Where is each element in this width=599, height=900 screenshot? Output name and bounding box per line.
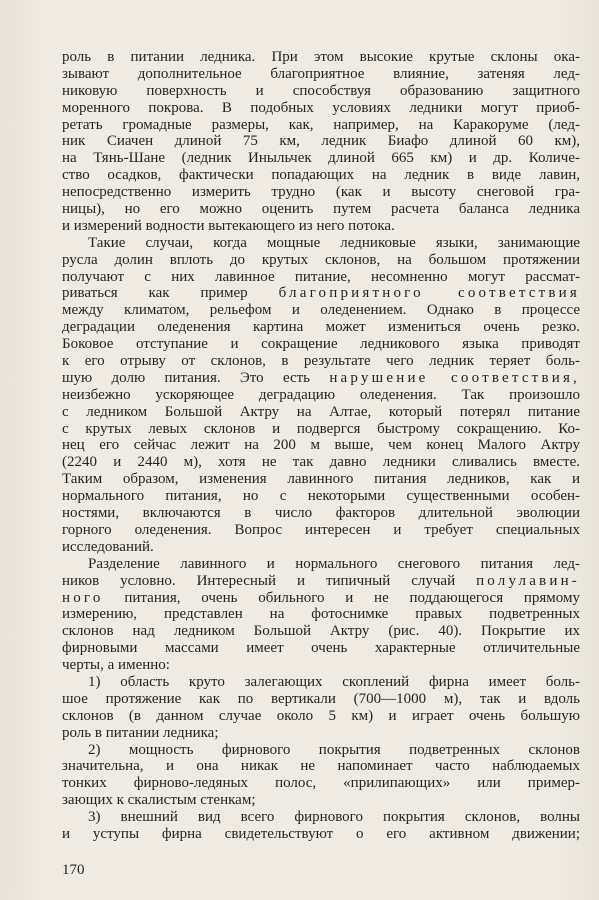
text-line: черты, а именно: (62, 657, 170, 674)
text-segment: шую долю питания. Это есть (62, 369, 330, 386)
text-line: фирновыми массами имеет очень характерные отличительные (62, 640, 580, 657)
text-line: 1) область круто залегающих скоплений фирна имеет боль- (88, 673, 580, 690)
text-line: зающих к скалистым стенкам; (62, 792, 256, 809)
text-line: ник Сиачен длиной 75 км, ледник Биафо длиной 60 км), (62, 133, 580, 150)
text-line: роль в питании ледника; (62, 724, 219, 741)
text-line: и измерений водности вытекающего из него потока. (62, 217, 395, 234)
text-line: Боковое отступание и сокращение ледникового языка приводят (62, 336, 580, 353)
text-line: (2240 и 2440 м), хотя не так давно ледники сливались вместе. (62, 454, 580, 471)
text-line: с крутых левых склонов и подвергся быстрому сокращению. Ко- (62, 420, 580, 437)
spaced-emphasis: полулавин- (476, 572, 580, 589)
text-line: 3) внешний вид всего фирнового покрытия склонов, волны (88, 809, 580, 826)
text-line: нормального питания, но с некоторыми существенными особен- (62, 488, 580, 505)
text-line: тонких фирново-ледяных полос, «прилипающих» или пример- (62, 775, 580, 792)
text-line: шое протяжение как по вертикали (700—1000 м), так и вдоль (62, 690, 580, 707)
text-segment: ников условно. Интересный и типичный случай (62, 572, 477, 589)
text-line (62, 573, 580, 590)
text-line: измерению, представлен на фотоснимке правых подветренных (62, 606, 580, 623)
text-line: значительна, и она никак не напоминает часто наблюдаемых (62, 758, 580, 775)
text-line: деградации оледенения картина может измениться очень резко. (62, 319, 580, 336)
text-line: получают с них лавинное питание, несомненно могут рассмат- (62, 268, 580, 285)
spaced-emphasis: ного (62, 589, 104, 606)
text-line: ницы), но его можно оценить путем расчета баланса ледника (62, 201, 580, 218)
body-text (62, 49, 580, 843)
text-line: Такие случаи, когда мощные ледниковые языки, занимающие (88, 234, 580, 251)
text-line: исследований. (62, 538, 154, 555)
text-segment: питания, очень обильного и не поддающегося прямому (103, 589, 580, 606)
text-line: роль в питании ледника. При этом высокие крутые склоны ока- (62, 49, 580, 65)
text-line: моренного покрова. В подобных условиях ледники могут приоб- (62, 99, 580, 116)
text-line: ретать громадные размеры, как, например, на Каракоруме (лед- (62, 116, 580, 133)
text-line (62, 590, 580, 607)
text-line: между климатом, рельефом и оледенением. Однако в процессе (62, 302, 580, 319)
spaced-emphasis: благоприятного соответствия (278, 285, 580, 302)
text-line: с ледником Большой Актру на Алтае, который потерял питание (62, 403, 580, 420)
text-segment: риваться как пример (62, 285, 279, 302)
text-line: ностями, включаются в число факторов длительной эволюции (62, 505, 580, 522)
text-line: неизбежно ускоряющее деградацию оледенения. Так произошло (62, 386, 580, 403)
text-line (62, 370, 580, 387)
text-line: зывают дополнительное благоприятное влияние, затеняя лед- (62, 65, 580, 82)
text-line: склонов над ледником Большой Актру (рис. 40). Покрытие их (62, 623, 580, 640)
page-number: 170 (62, 862, 85, 878)
text-line: 2) мощность фирнового покрытия подветренных склонов (88, 741, 580, 758)
text-line: нец его сейчас лежит на 200 м выше, чем конец Малого Актру (62, 437, 580, 454)
text-line: Таким образом, изменения лавинного питания ледников, как и (62, 471, 580, 488)
text-line: никовую поверхность и способствуя образованию защитного (62, 82, 580, 99)
spaced-emphasis: нарушение соответствия, (329, 369, 580, 386)
text-line: русла долин вплоть до крутых склонов, на большом протяжении (62, 251, 580, 268)
text-line: к его отрыву от склонов, в результате чего ледник теряет боль- (62, 353, 580, 370)
text-line: ство осадков, фактически попадающих на ледник в виде лавин, (62, 167, 580, 184)
text-line: склонов (в данном случае около 5 км) и играет очень большую (62, 707, 580, 724)
text-line: горного оледенения. Вопрос интересен и требует специальных (62, 521, 580, 538)
text-line (62, 285, 580, 302)
text-line: непосредственно измерить трудно (как и высоту снеговой гра- (62, 184, 580, 201)
text-line: на Тянь-Шане (ледник Иныльчек длиной 665 км) и др. Количе- (62, 150, 580, 167)
text-line: и уступы фирна свидетельствуют о его активном движении; (62, 825, 580, 842)
text-line: Разделение лавинного и нормального снегового питания лед- (88, 555, 580, 572)
